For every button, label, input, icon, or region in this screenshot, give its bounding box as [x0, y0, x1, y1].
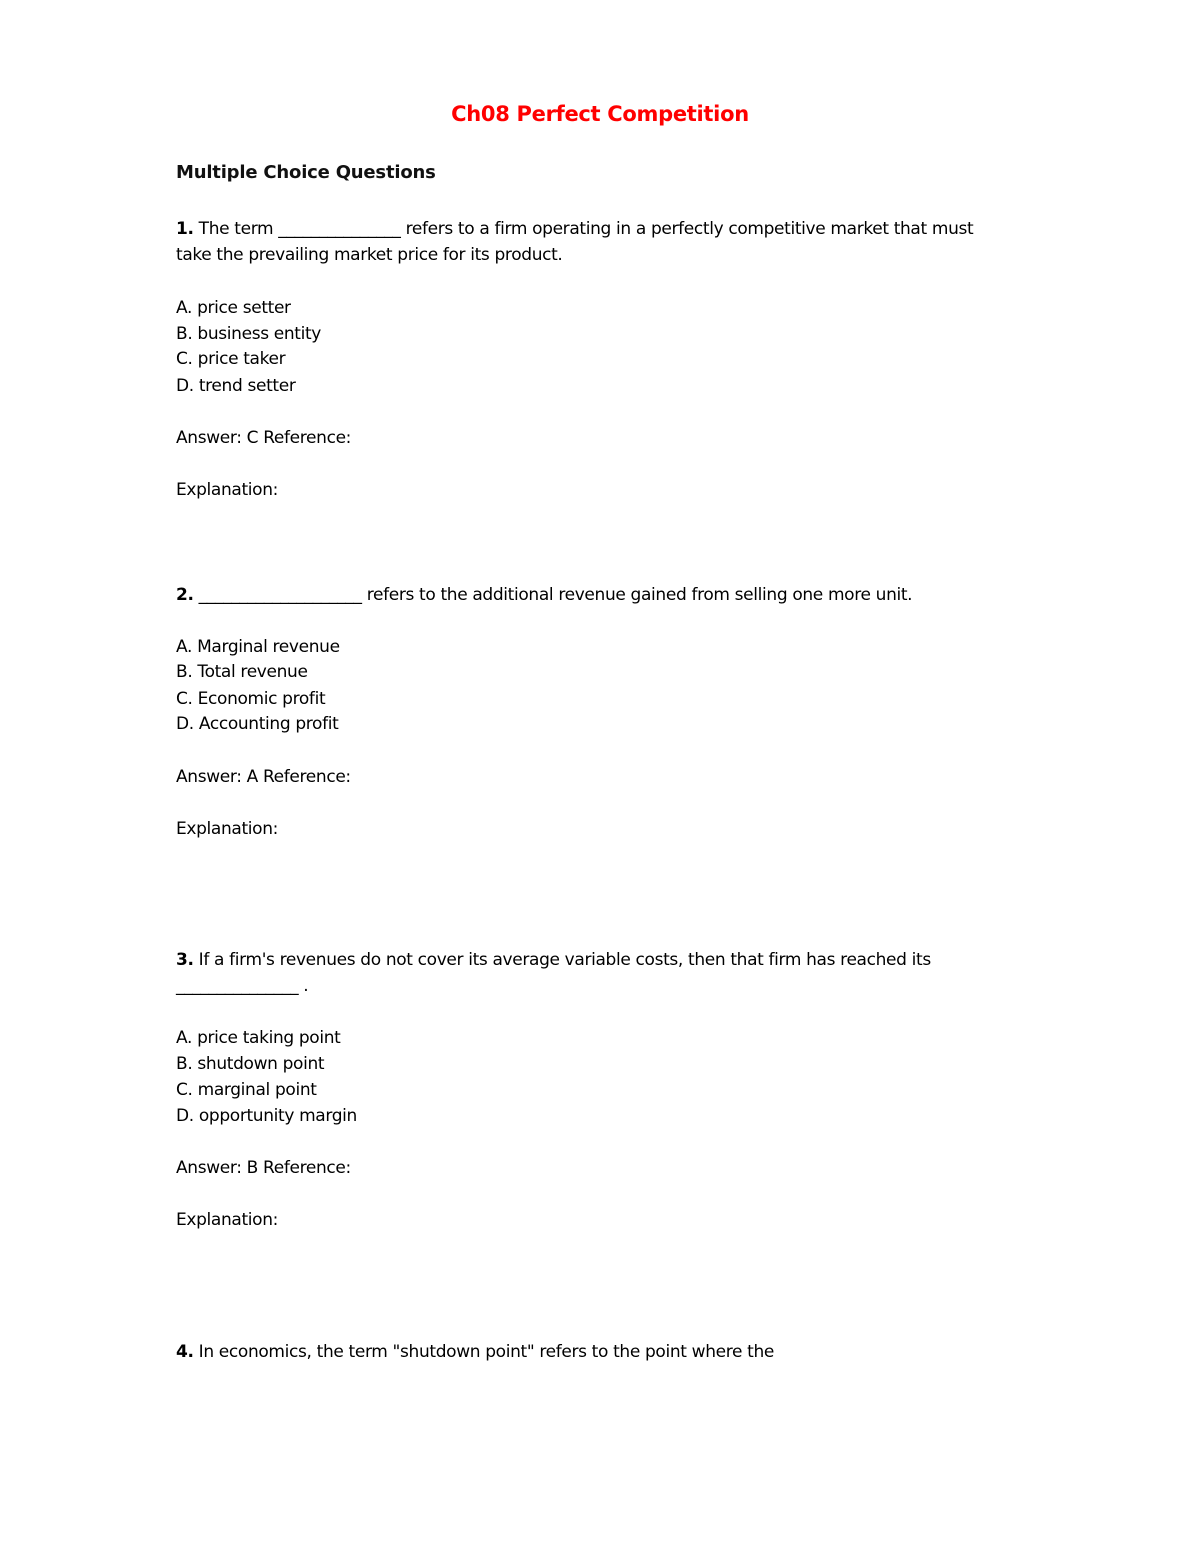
question-number: 2. [176, 585, 194, 605]
question-1-option-c: C. price taker [176, 349, 286, 369]
question-2-stem [176, 582, 912, 608]
question-3-explanation: Explanation: [176, 1210, 279, 1230]
question-1-option-b: B. business entity [176, 324, 322, 344]
question-1-option-d: D. trend setter [176, 376, 296, 396]
question-3-option-a: A. price taking point [176, 1028, 341, 1048]
question-text: In economics, the term "shutdown point" refers to the point where the [198, 1342, 775, 1362]
question-1-answer: Answer: C Reference: [176, 428, 352, 448]
question-3-stem-continued: _______________ . [176, 976, 309, 996]
question-1-stem [176, 216, 973, 242]
question-2-option-d: D. Accounting profit [176, 714, 339, 734]
question-3-answer: Answer: B Reference: [176, 1158, 351, 1178]
question-3-option-d: D. opportunity margin [176, 1106, 357, 1126]
question-text: The term _______________ refers to a firm operating in a perfectly competitive market that must [198, 219, 974, 239]
question-2-option-c: C. Economic profit [176, 689, 326, 709]
question-1-explanation: Explanation: [176, 480, 279, 500]
section-heading: Multiple Choice Questions [176, 162, 436, 183]
question-2-option-b: B. Total revenue [176, 662, 308, 682]
question-number: 4. [176, 1342, 194, 1362]
question-text: If a firm's revenues do not cover its average variable costs, then that firm has reached its [198, 950, 931, 970]
question-1-stem-continued: take the prevailing market price for its product. [176, 245, 563, 265]
question-2-answer: Answer: A Reference: [176, 767, 351, 787]
question-1-option-a: A. price setter [176, 298, 291, 318]
question-4-stem [176, 1339, 774, 1365]
question-2-explanation: Explanation: [176, 819, 279, 839]
question-3-option-c: C. marginal point [176, 1080, 317, 1100]
document-title: Ch08 Perfect Competition [451, 102, 749, 126]
question-3-option-b: B. shutdown point [176, 1054, 325, 1074]
question-3-stem [176, 947, 931, 973]
question-text: ____________________ refers to the additional revenue gained from selling one more unit. [198, 585, 913, 605]
question-number: 3. [176, 950, 194, 970]
question-2-option-a: A. Marginal revenue [176, 637, 340, 657]
question-number: 1. [176, 219, 194, 239]
